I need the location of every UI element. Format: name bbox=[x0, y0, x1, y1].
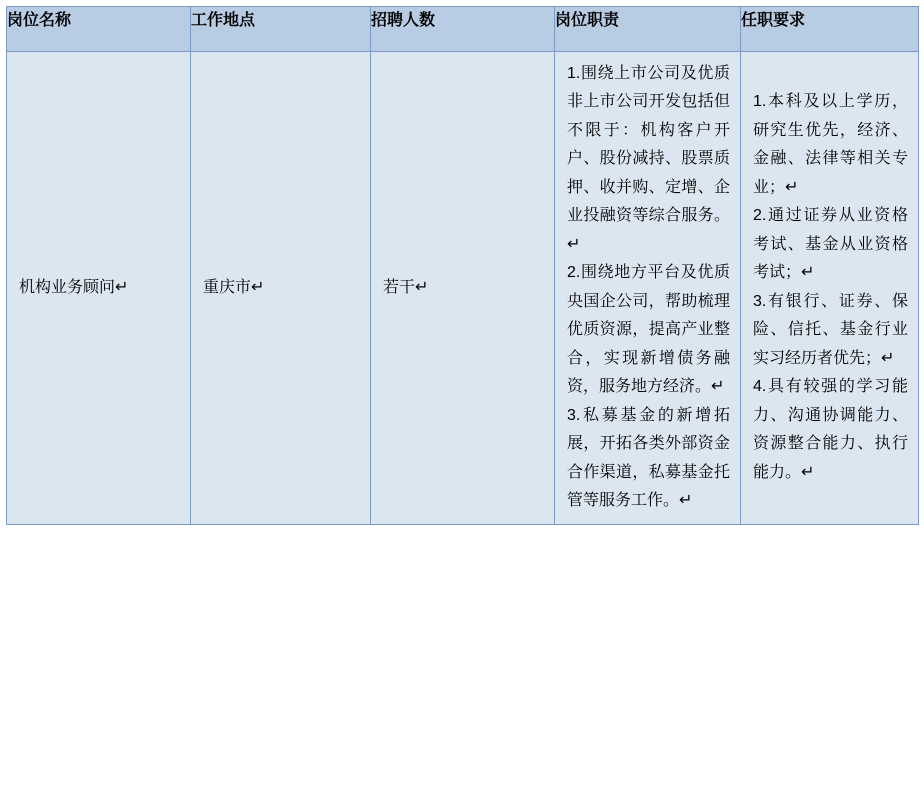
duty-item: 1.围绕上市公司及优质非上市公司开发包括但不限于：机构客户开户、股份减持、股票质押、收并购、定增、企业投融资等综合服务。↵ bbox=[567, 65, 730, 253]
requirements-list bbox=[741, 80, 918, 495]
table-row bbox=[7, 52, 919, 525]
column-header-work-location: 工作地点 bbox=[191, 7, 371, 52]
requirement-item: 3.有银行、证券、保险、信托、基金行业实习经历者优先；↵ bbox=[753, 292, 908, 367]
headcount-text: 若干↵ bbox=[383, 278, 429, 296]
job-positions-table bbox=[6, 6, 919, 525]
cell-position-name bbox=[7, 52, 191, 525]
cell-requirements bbox=[741, 52, 919, 525]
table-header bbox=[7, 7, 919, 52]
column-header-headcount: 招聘人数 bbox=[371, 7, 555, 52]
requirement-item: 4.具有较强的学习能力、沟通协调能力、资源整合能力、执行能力。↵ bbox=[753, 378, 908, 481]
cell-duties bbox=[555, 52, 741, 525]
column-header-duties: 岗位职责 bbox=[555, 7, 741, 52]
column-header-requirements: 任职要求 bbox=[741, 7, 919, 52]
column-header-position-name: 岗位名称 bbox=[7, 7, 191, 52]
cell-work-location bbox=[191, 52, 371, 525]
duty-item: 2.围绕地方平台及优质央国企公司，帮助梳理优质资源，提高产业整合，实现新增债务融资，服务地方经济。↵ bbox=[567, 264, 730, 396]
table-body bbox=[7, 52, 919, 525]
work-location-text: 重庆市↵ bbox=[203, 278, 265, 296]
table-header-row bbox=[7, 7, 919, 52]
position-name-text: 机构业务顾问↵ bbox=[19, 278, 129, 296]
requirement-item: 2.通过证券从业资格考试、基金从业资格考试；↵ bbox=[753, 207, 908, 282]
duty-item: 3.私募基金的新增拓展，开拓各类外部资金合作渠道，私募基金托管等服务工作。↵ bbox=[567, 406, 730, 510]
duties-list bbox=[555, 52, 740, 524]
cell-headcount bbox=[371, 52, 555, 525]
requirement-item: 1.本科及以上学历，研究生优先，经济、金融、法律等相关专业；↵ bbox=[753, 93, 908, 196]
